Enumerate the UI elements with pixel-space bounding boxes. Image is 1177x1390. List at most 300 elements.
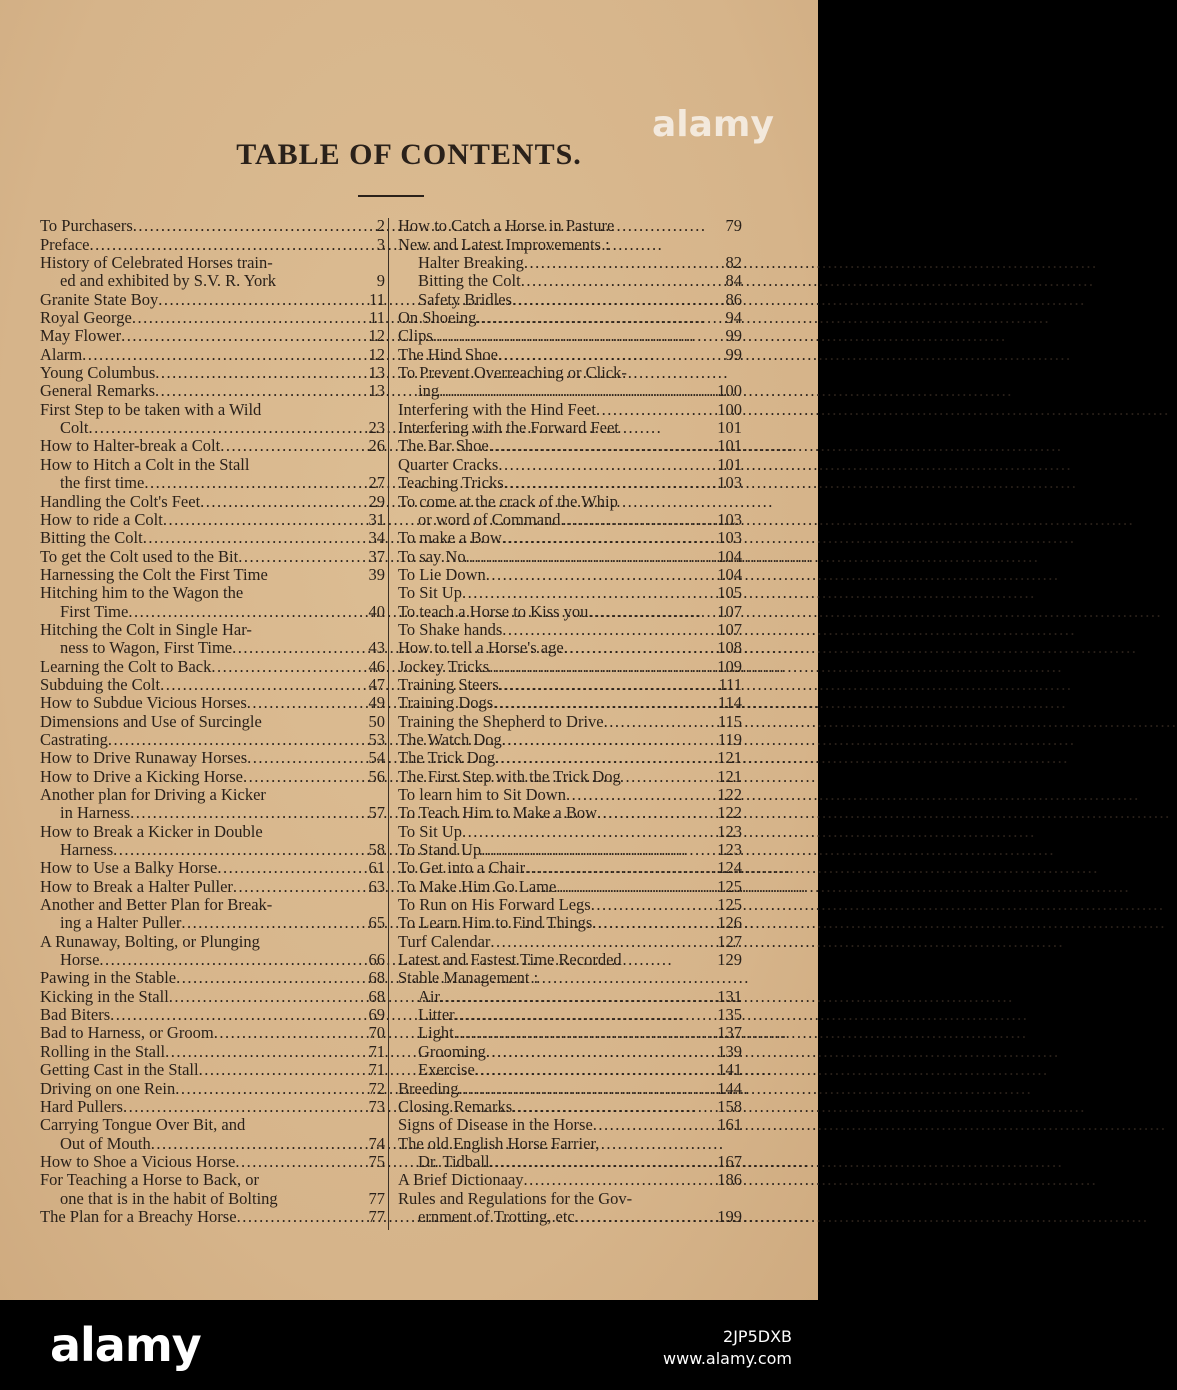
toc-entry-page: 158 <box>717 1096 742 1116</box>
toc-entry <box>398 474 742 492</box>
toc-leader-dots <box>211 658 362 676</box>
toc-leader-dots <box>433 327 720 345</box>
toc-entry-title: ing <box>418 381 440 401</box>
toc-entry-page: 3 <box>376 234 385 254</box>
toc-entry-title: in Harness <box>60 803 131 823</box>
toc-leader-dots <box>475 1061 711 1079</box>
toc-entry-page: 199 <box>717 1206 742 1226</box>
toc-entry-title: the first time <box>60 473 145 493</box>
toc-entry <box>40 767 385 785</box>
toc-entry-page: 86 <box>725 289 742 309</box>
toc-leader-dots <box>128 603 362 621</box>
toc-entry <box>40 327 385 345</box>
toc-entry <box>398 400 742 418</box>
toc-entry-title: Kicking in the Stall <box>40 986 169 1006</box>
toc-entry-title: New and Latest Improvements : <box>398 234 610 254</box>
toc-entry <box>398 804 742 822</box>
toc-entry-page: 99 <box>725 344 742 364</box>
toc-entry <box>40 804 385 822</box>
toc-entry-page: 104 <box>717 546 742 566</box>
toc-entry-page: 31 <box>368 509 385 529</box>
toc-entry <box>398 327 742 345</box>
toc-leader-dots <box>591 896 712 914</box>
toc-entry-title: How to Shoe a Vicious Horse <box>40 1151 236 1171</box>
toc-entry <box>398 1061 742 1079</box>
toc-entry <box>398 1208 742 1226</box>
toc-entry-page: 79 <box>725 216 742 236</box>
toc-entry <box>398 1189 742 1207</box>
toc-entry <box>398 859 742 877</box>
toc-leader-dots <box>158 291 363 309</box>
toc-entry-title: Preface <box>40 234 90 254</box>
toc-leader-dots <box>575 1208 712 1226</box>
toc-entry-page: 105 <box>717 583 742 603</box>
toc-entry-title: To get the Colt used to the Bit <box>40 546 239 566</box>
page-title: TABLE OF CONTENTS. <box>236 138 582 171</box>
toc-entry-page: 71 <box>368 1041 385 1061</box>
toc-entry-page: 63 <box>368 876 385 896</box>
toc-entry-page: 68 <box>368 986 385 1006</box>
toc-leader-dots <box>238 548 362 566</box>
toc-entry <box>398 1006 742 1024</box>
toc-leader-dots <box>160 676 362 694</box>
toc-entry-title: How to Drive Runaway Horses <box>40 748 248 768</box>
toc-leader-dots <box>596 401 711 419</box>
toc-leader-dots <box>181 914 362 932</box>
toc-entry <box>40 290 385 308</box>
toc-leader-dots <box>176 969 362 987</box>
toc-entry <box>398 455 742 473</box>
watermark-info <box>663 1326 792 1370</box>
toc-leader-dots <box>489 658 711 676</box>
toc-entry-page: 53 <box>368 729 385 749</box>
toc-leader-dots <box>247 749 362 767</box>
toc-entry-page: 124 <box>717 858 742 878</box>
toc-entry-page: 46 <box>368 656 385 676</box>
toc-entry <box>40 841 385 859</box>
toc-entry <box>40 749 385 767</box>
toc-entry <box>40 382 385 400</box>
toc-entry-page: 27 <box>368 473 385 493</box>
toc-entry-page: 12 <box>368 326 385 346</box>
toc-entry-title: Air <box>418 986 440 1006</box>
watermark-bar <box>0 1300 818 1390</box>
toc-entry <box>40 364 385 382</box>
toc-entry-page: 101 <box>717 418 742 438</box>
toc-entry <box>40 987 385 1005</box>
toc-leader-dots <box>217 859 362 877</box>
toc-entry <box>398 786 742 804</box>
toc-entry-page: 23 <box>368 418 385 438</box>
toc-entry-title: Dr. Tidball <box>418 1151 490 1171</box>
toc-entry-page: 43 <box>368 638 385 658</box>
toc-entry <box>398 822 742 840</box>
toc-entry-page: 94 <box>725 308 742 328</box>
toc-entry-title: A Runaway, Bolting, or Plunging <box>40 931 260 951</box>
toc-entry-title: The Plan for a Breachy Horse <box>40 1206 237 1226</box>
toc-entry-title: Training the Shepherd to Drive <box>398 711 604 731</box>
toc-leader-dots <box>556 878 711 896</box>
toc-leader-dots <box>123 1098 363 1116</box>
toc-entry-page: 29 <box>368 491 385 511</box>
toc-entry-page: 103 <box>717 528 742 548</box>
toc-entry-page: 131 <box>717 986 742 1006</box>
toc-entry <box>398 932 742 950</box>
toc-entry-title: To teach a Horse to Kiss you <box>398 601 589 621</box>
toc-entry-page: 34 <box>368 528 385 548</box>
toc-entry <box>40 455 385 473</box>
toc-leader-dots <box>163 511 363 529</box>
toc-entry-title: The Watch Dog <box>398 729 502 749</box>
toc-entry-title: Clips <box>398 326 433 346</box>
toc-entry <box>398 1042 742 1060</box>
toc-entry-title: General Remarks <box>40 381 155 401</box>
toc-entry-page: 126 <box>717 913 742 933</box>
toc-leader-dots <box>130 804 362 822</box>
toc-entry-page: 107 <box>717 601 742 621</box>
toc-entry <box>40 694 385 712</box>
toc-entry-title: To Lie Down <box>398 564 486 584</box>
title-rule <box>358 195 424 197</box>
toc-entry-page: 9 <box>376 271 385 291</box>
toc-leader-dots <box>110 1006 362 1024</box>
toc-entry <box>398 694 742 712</box>
toc-leader-dots <box>524 254 720 272</box>
toc-entry-title: To Run on His Forward Legs <box>398 895 591 915</box>
toc-entry-title: First Time <box>60 601 129 621</box>
toc-entry-title: To Prevent Overreaching or Click- <box>398 363 627 383</box>
toc-entry <box>40 822 385 840</box>
toc-entry-title: History of Celebrated Horses train- <box>40 253 273 273</box>
toc-entry-title: ernment of Trotting, etc <box>418 1206 575 1226</box>
toc-entry <box>40 639 385 657</box>
toc-entry-title: To Shake hands <box>398 619 503 639</box>
toc-entry-title: Teaching Tricks <box>398 473 504 493</box>
toc-entry-title: Signs of Disease in the Horse <box>398 1115 593 1135</box>
toc-entry <box>40 492 385 510</box>
toc-entry <box>40 969 385 987</box>
toc-leader-dots <box>495 749 711 767</box>
toc-entry <box>40 1153 385 1171</box>
toc-entry-page: 82 <box>725 253 742 273</box>
toc-leader-dots <box>439 382 711 400</box>
toc-entry-page: 121 <box>717 766 742 786</box>
toc-entry-title: Harness <box>60 840 114 860</box>
toc-entry-title: For Teaching a Horse to Back, or <box>40 1170 259 1190</box>
toc-entry-title: Royal George <box>40 308 132 328</box>
toc-entry-title: How to Break a Kicker in Double <box>40 821 263 841</box>
toc-entry <box>398 1153 742 1171</box>
toc-entry-title: How to Use a Balky Horse <box>40 858 218 878</box>
toc-entry <box>398 345 742 363</box>
toc-entry-title: Bad Biters <box>40 1005 111 1025</box>
toc-entry <box>40 400 385 418</box>
toc-leader-dots <box>237 1208 363 1226</box>
toc-leader-dots <box>175 1080 362 1098</box>
toc-leader-dots <box>243 768 363 786</box>
toc-entry-title: Hitching the Colt in Single Har- <box>40 619 252 639</box>
toc-entry <box>398 841 742 859</box>
toc-entry-page: 123 <box>717 821 742 841</box>
toc-leader-dots <box>199 1061 363 1079</box>
toc-leader-dots <box>593 1116 711 1134</box>
toc-entry-page: 65 <box>368 913 385 933</box>
toc-leader-dots <box>502 731 712 749</box>
toc-entry-title: Safety Bridles <box>418 289 512 309</box>
toc-leader-dots <box>132 309 363 327</box>
toc-entry <box>40 566 385 584</box>
toc-entry-title: How to Break a Halter Puller <box>40 876 233 896</box>
toc-entry-page: 161 <box>717 1115 742 1135</box>
toc-entry-title: The First Step with the Trick Dog <box>398 766 621 786</box>
toc-entry <box>398 676 742 694</box>
toc-entry <box>398 1116 742 1134</box>
toc-entry <box>40 896 385 914</box>
toc-leader-dots <box>144 474 362 492</box>
toc-entry-title: Interfering with the Forward Feet <box>398 418 619 438</box>
toc-leader-dots <box>247 694 363 712</box>
toc-leader-dots <box>235 1153 362 1171</box>
toc-entry <box>398 969 742 987</box>
toc-leader-dots <box>486 566 712 584</box>
toc-entry-title: Subduing the Colt <box>40 674 161 694</box>
toc-entry <box>40 254 385 272</box>
toc-leader-dots <box>502 529 711 547</box>
toc-entry-title: To come at the crack of the Whip <box>398 491 618 511</box>
toc-entry-page: 186 <box>717 1170 742 1190</box>
toc-leader-dots <box>561 511 712 529</box>
toc-entry <box>398 987 742 1005</box>
toc-entry <box>40 309 385 327</box>
toc-leader-dots <box>155 364 362 382</box>
toc-entry-page: 66 <box>368 950 385 970</box>
toc-entry-title: Driving on one Rein <box>40 1078 176 1098</box>
toc-entry-title: Out of Mouth <box>60 1133 151 1153</box>
toc-entry-title: Getting Cast in the Stall <box>40 1060 199 1080</box>
toc-entry-page: 57 <box>368 803 385 823</box>
toc-entry-title: The Hind Shoe <box>398 344 498 364</box>
toc-entry-title: ing a Halter Puller <box>60 913 182 933</box>
toc-leader-dots <box>597 804 711 822</box>
toc-entry <box>398 914 742 932</box>
toc-leader-dots <box>490 933 711 951</box>
toc-entry-page: 111 <box>718 674 742 694</box>
toc-entry-title: How to Halter-break a Colt <box>40 436 221 456</box>
toc-entry-title: To Sit Up <box>398 821 462 841</box>
toc-entry <box>40 1134 385 1152</box>
toc-entry-page: 123 <box>717 840 742 860</box>
toc-entry-page: 13 <box>368 363 385 383</box>
toc-entry-page: 75 <box>368 1151 385 1171</box>
toc-leader-dots <box>489 437 712 455</box>
toc-entry-page: 37 <box>368 546 385 566</box>
toc-leader-dots <box>82 346 362 364</box>
toc-entry-page: 108 <box>717 638 742 658</box>
toc-entry-title: To Sit Up <box>398 583 462 603</box>
toc-entry-title: Another and Better Plan for Break- <box>40 895 273 915</box>
toc-entry <box>40 529 385 547</box>
toc-leader-dots <box>455 1006 712 1024</box>
toc-entry <box>398 584 742 602</box>
toc-entry-title: Grooming <box>418 1041 486 1061</box>
toc-entry-page: 11 <box>369 289 385 309</box>
toc-entry <box>398 547 742 565</box>
toc-entry <box>40 217 385 235</box>
toc-leader-dots <box>232 639 362 657</box>
toc-entry-page: 40 <box>368 601 385 621</box>
toc-entry-page: 73 <box>368 1096 385 1116</box>
toc-leader-dots <box>143 529 363 547</box>
toc-entry-page: 12 <box>368 344 385 364</box>
toc-entry-title: one that is in the habit of Bolting <box>60 1188 278 1208</box>
toc-entry <box>40 657 385 675</box>
toc-entry-title: ness to Wagon, First Time <box>60 638 233 658</box>
toc-leader-dots <box>588 603 711 621</box>
toc-entry-page: 139 <box>717 1041 742 1061</box>
toc-entry-page: 167 <box>717 1151 742 1171</box>
toc-entry-page: 109 <box>717 656 742 676</box>
toc-entry-title: Learning the Colt to Back <box>40 656 212 676</box>
toc-entry-page: 39 <box>368 564 385 584</box>
toc-entry-title: Carrying Tongue Over Bit, and <box>40 1115 246 1135</box>
toc-entry-page: 54 <box>368 748 385 768</box>
toc-entry-page: 2 <box>376 216 385 236</box>
toc-leader-dots <box>133 217 371 235</box>
toc-entry-page: 101 <box>717 436 742 456</box>
toc-entry <box>40 511 385 529</box>
toc-entry-page: 103 <box>717 473 742 493</box>
toc-entry-title: The Bar Shoe <box>398 436 489 456</box>
toc-entry-page: 121 <box>717 748 742 768</box>
toc-entry-title: Closing Remarks <box>398 1096 513 1116</box>
toc-entry-page: 122 <box>717 785 742 804</box>
toc-leader-dots <box>592 914 711 932</box>
toc-entry-title: Colt <box>60 418 89 438</box>
toc-entry <box>398 767 742 785</box>
toc-entry-title: Horse <box>60 950 100 970</box>
toc-leader-dots <box>151 1135 363 1153</box>
toc-entry <box>398 272 742 290</box>
toc-entry <box>40 272 385 290</box>
toc-entry-page: 26 <box>368 436 385 456</box>
toc-entry <box>398 419 742 437</box>
toc-leader-dots <box>233 878 363 896</box>
toc-entry <box>398 529 742 547</box>
toc-entry-page: 47 <box>368 674 385 694</box>
toc-leader-dots <box>165 1043 362 1061</box>
toc-entry-page: 135 <box>717 1005 742 1025</box>
toc-entry <box>40 712 385 730</box>
toc-entry <box>398 602 742 620</box>
toc-entry <box>40 731 385 749</box>
toc-entry-title: Pawing in the Stable <box>40 968 177 988</box>
toc-entry <box>398 437 742 455</box>
toc-entry <box>40 1079 385 1097</box>
toc-entry <box>40 1171 385 1189</box>
toc-entry <box>398 749 742 767</box>
toc-entry-title: Bad to Harness, or Groom <box>40 1023 214 1043</box>
toc-leader-dots <box>458 1080 711 1098</box>
toc-entry-title: Quarter Cracks <box>398 454 499 474</box>
toc-entry-title: May Flower <box>40 326 122 346</box>
toc-entry-title: Training Dogs <box>398 693 494 713</box>
column-divider <box>388 218 389 1230</box>
toc-entry-page: 101 <box>717 454 742 474</box>
toc-entry <box>40 877 385 895</box>
toc-leader-dots <box>462 584 711 602</box>
toc-entry-title: Bitting the Colt <box>418 271 521 291</box>
toc-entry-page: 115 <box>717 711 742 731</box>
toc-leader-dots <box>564 639 712 657</box>
toc-leader-dots <box>113 841 362 859</box>
watermark-top-logo: alamy <box>652 104 774 145</box>
toc-leader-dots <box>512 291 720 309</box>
toc-entry-title: Litter <box>418 1005 455 1025</box>
toc-entry <box>398 217 742 235</box>
toc-entry <box>398 621 742 639</box>
toc-entry-page: 68 <box>368 968 385 988</box>
toc-entry <box>40 1098 385 1116</box>
toc-entry-title: Castrating <box>40 729 108 749</box>
toc-entry <box>40 235 385 253</box>
toc-entry-title: To say No <box>398 546 466 566</box>
site-url: www.alamy.com <box>663 1349 792 1368</box>
contents-column-left <box>40 217 385 1226</box>
toc-entry <box>398 290 742 308</box>
toc-entry-title: Jockey Tricks <box>398 656 490 676</box>
toc-entry <box>40 951 385 969</box>
toc-entry-title: or word of Command <box>418 509 561 529</box>
toc-entry <box>40 419 385 437</box>
toc-entry-title: Latest and Fastest Time Recorded <box>398 950 622 970</box>
toc-entry <box>398 492 742 510</box>
toc-entry <box>398 1024 742 1042</box>
toc-entry-page: 71 <box>368 1060 385 1080</box>
toc-entry <box>398 657 742 675</box>
toc-entry <box>398 382 742 400</box>
toc-entry-title: A Brief Dictionaay <box>398 1170 524 1190</box>
toc-leader-dots <box>454 1024 712 1042</box>
toc-entry <box>40 474 385 492</box>
toc-entry <box>398 566 742 584</box>
toc-entry <box>398 712 742 730</box>
toc-entry <box>40 345 385 363</box>
toc-entry-page: 84 <box>725 271 742 291</box>
toc-leader-dots <box>504 474 712 492</box>
toc-leader-dots <box>214 1024 363 1042</box>
toc-entry <box>398 877 742 895</box>
toc-leader-dots <box>88 419 362 437</box>
toc-entry-page: 13 <box>368 381 385 401</box>
toc-entry <box>40 584 385 602</box>
image-id: 2JP5DXB <box>723 1327 792 1346</box>
contents-column-right <box>398 217 742 1226</box>
toc-entry <box>398 1134 742 1152</box>
toc-entry-page: 119 <box>717 729 742 749</box>
toc-entry <box>40 932 385 950</box>
toc-entry-title: Hitching him to the Wagon the <box>40 583 244 603</box>
alamy-logo: alamy <box>50 1318 201 1372</box>
toc-entry-title: Bitting the Colt <box>40 528 143 548</box>
toc-leader-dots <box>493 694 712 712</box>
toc-entry-page: 72 <box>368 1078 385 1098</box>
toc-leader-dots <box>462 823 711 841</box>
toc-entry <box>398 639 742 657</box>
toc-entry <box>398 235 742 253</box>
toc-leader-dots <box>476 309 719 327</box>
toc-leader-dots <box>566 786 711 804</box>
toc-entry-title: Interfering with the Hind Feet <box>398 399 596 419</box>
